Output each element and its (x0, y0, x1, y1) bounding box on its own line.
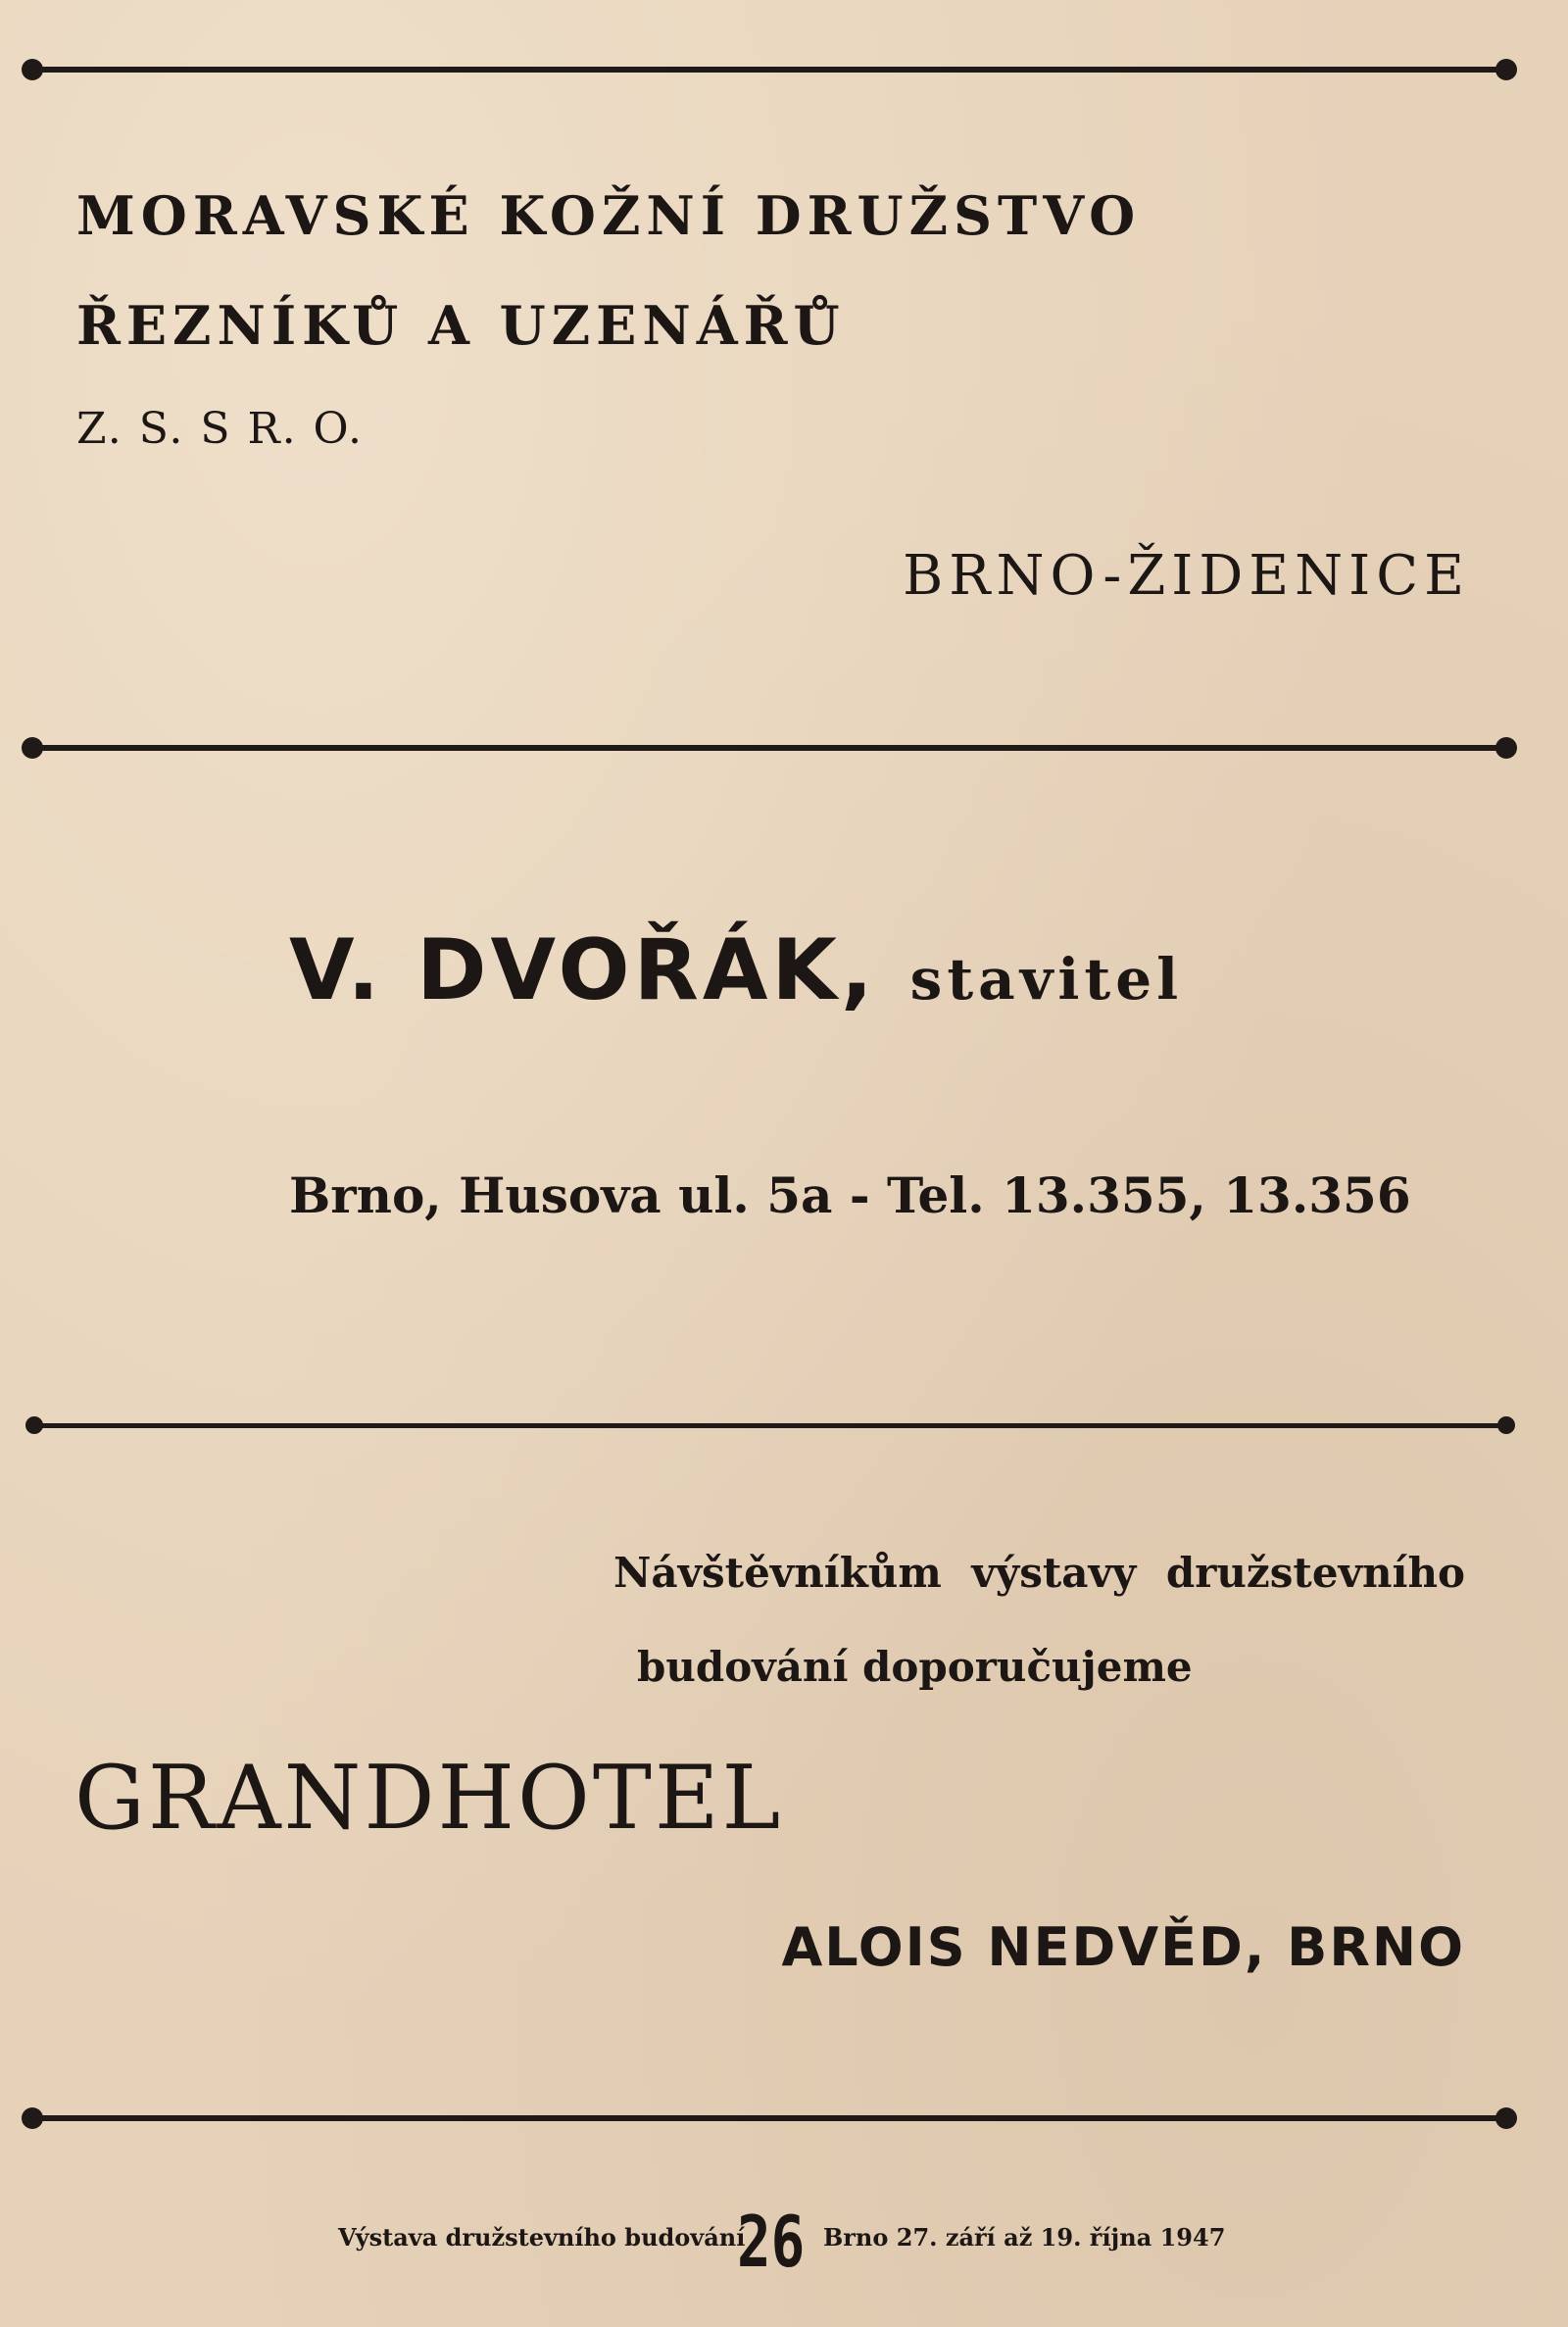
footer-exhibition-title: Výstava družstevního budování (338, 2223, 746, 2252)
rule-dot-right (1497, 1416, 1515, 1434)
divider-rule-2 (31, 745, 1507, 751)
grandhotel-owner: ALOIS NEDVĚD, BRNO (781, 1916, 1465, 1978)
rule-dot-right (1495, 2107, 1517, 2129)
dvorak-name: V. DVOŘÁK, (289, 921, 877, 1019)
page-number: 26 (737, 2201, 806, 2283)
coop-name-line1: MORAVSKÉ KOŽNÍ DRUŽSTVO (76, 184, 1142, 247)
coop-name-line2: ŘEZNÍKŮ A UZENÁŘŮ (76, 294, 846, 357)
grandhotel-intro-line2: budování doporučujeme (637, 1643, 1193, 1691)
dvorak-heading (289, 921, 1183, 1019)
divider-rule-3 (35, 1423, 1505, 1428)
rule-dot-left (25, 1416, 43, 1434)
rule-dot-left (22, 737, 43, 759)
grandhotel-name: GRANDHOTEL (74, 1747, 784, 1850)
rule-dot-left (22, 59, 43, 80)
rule-dot-left (22, 2107, 43, 2129)
divider-rule-top (31, 67, 1507, 73)
divider-rule-bottom (31, 2115, 1507, 2121)
dvorak-address: Brno, Husova ul. 5a - Tel. 13.355, 13.356 (289, 1166, 1411, 1224)
rule-dot-right (1495, 59, 1517, 80)
dvorak-profession: stavitel (909, 946, 1184, 1013)
footer-exhibition-dates: Brno 27. září až 19. října 1947 (823, 2223, 1226, 2252)
coop-legal-form: Z. S. S R. O. (76, 404, 365, 454)
rule-dot-right (1495, 737, 1517, 759)
grandhotel-intro-line1: Návštěvníkům výstavy družstevního (613, 1549, 1465, 1597)
coop-city: BRNO-ŽIDENICE (903, 544, 1470, 608)
